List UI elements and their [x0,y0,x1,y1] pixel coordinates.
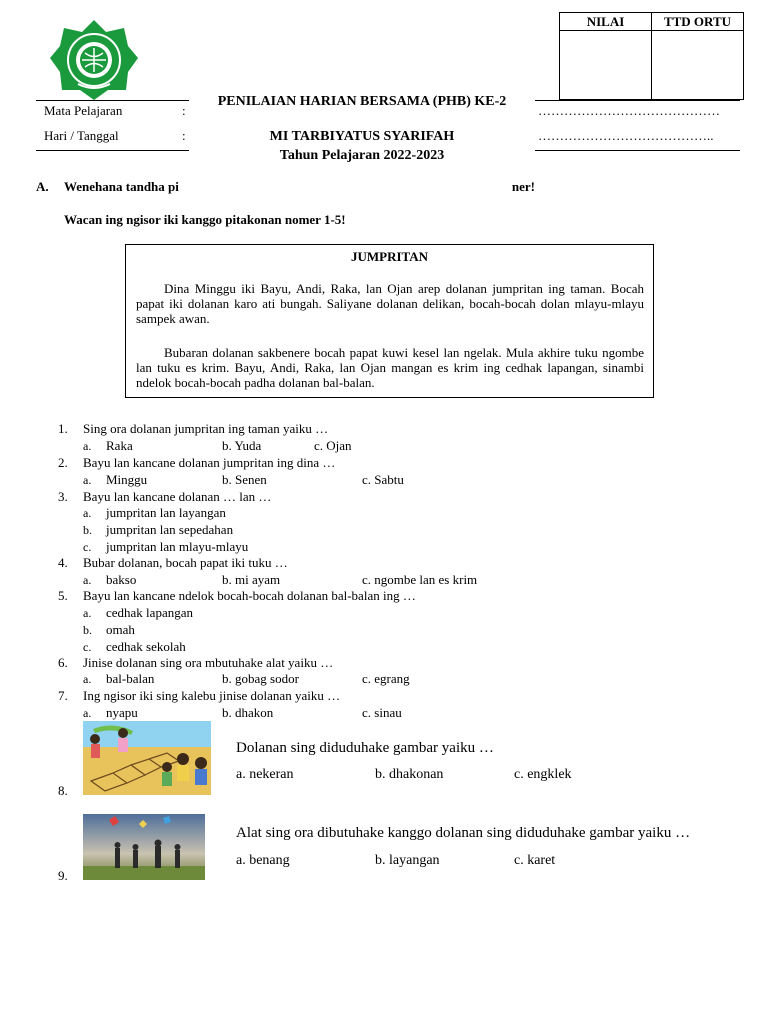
option-letter: a. [83,473,92,487]
header-line [36,100,189,101]
date-colon: : [182,128,186,143]
question-number: 6. [58,655,68,670]
exam-title: PENILAIAN HARIAN BERSAMA (PHB) KE-2 [189,92,535,110]
option-a[interactable]: bakso [106,572,137,587]
section-instruction: Wenehana tandha pi ner! [64,179,535,194]
obscured-text [179,185,512,191]
option-b[interactable]: b. dhakonan [375,767,444,782]
option-b[interactable]: jumpritan lan sepedahan [106,522,234,537]
question-number: 5. [58,588,68,603]
option-b[interactable]: omah [106,622,135,637]
passage-title: JUMPRITAN [350,249,429,264]
option-c[interactable]: c. Sabtu [362,472,404,487]
section-letter: A. [36,179,49,194]
option-a[interactable]: Minggu [106,472,148,487]
question-text: Bayu lan kancane dolanan … lan … [83,489,272,504]
header-line [36,150,189,151]
option-b[interactable]: b. Yuda [222,438,262,453]
option-a[interactable]: bal-balan [106,671,155,686]
option-b[interactable]: b. layangan [375,853,440,868]
school-name: MI TARBIYATUS SYARIFAH [269,129,455,144]
children-flying-kites-photo [83,814,205,880]
option-letter: a. [83,672,92,686]
option-b[interactable]: b. dhakon [222,705,274,720]
score-box [559,12,744,100]
option-a[interactable]: a. benang [236,853,290,868]
score-header: NILAI [560,13,651,31]
question-text: Sing ora dolanan jumpritan ing taman yaiku … [83,421,329,436]
question-number: 9. [58,868,68,883]
question-text: Ing ngisor iki sing kalebu jinise dolanan yaiku … [83,688,341,703]
question-number: 1. [58,421,68,436]
option-a[interactable]: Raka [106,438,133,453]
option-letter: a. [83,506,92,520]
option-letter: b. [83,523,92,537]
option-c[interactable]: c. egrang [362,671,410,686]
subject-label: Mata Pelajaran [44,103,123,118]
option-b[interactable]: b. Senen [222,472,267,487]
option-letter: a. [83,706,92,720]
question-number: 7. [58,688,68,703]
option-b[interactable]: b. mi ayam [222,572,281,587]
subject-value-dots: …………………………………… [538,103,720,118]
parent-signature-header: TTD ORTU [652,13,743,31]
reading-passage [125,244,654,398]
option-c[interactable]: jumpritan lan mlayu-mlayu [106,539,249,554]
question-number: 3. [58,489,68,504]
option-a[interactable]: a. nekeran [236,767,294,782]
question-number: 8. [58,783,68,798]
school-logo [48,18,140,102]
option-a[interactable]: jumpritan lan layangan [106,505,226,520]
option-c[interactable]: cedhak sekolah [106,639,186,654]
question-text: Bayu lan kancane ndelok bocah-bocah dolanan bal-balan ing … [83,588,416,603]
option-letter: a. [83,573,92,587]
academic-year: Tahun Pelajaran 2022-2023 [279,148,445,163]
option-b[interactable]: b. gobag sodor [222,671,299,686]
header-line [535,100,740,101]
question-text: Alat sing ora dibutuhake kanggo dolanan sing diduduhake gambar yaiku … [236,825,691,841]
subject-colon: : [182,103,186,118]
option-c[interactable]: c. karet [514,853,556,868]
children-playing-hopscotch-illustration [83,721,211,795]
reading-instruction: Wacan ing ngisor iki kanggo pitakonan nomer 1-5! [64,212,346,227]
option-c[interactable]: c. engklek [514,767,572,782]
passage-paragraph-1: Dina Minggu iki Bayu, Andi, Raka, lan Ojan arep dolanan jumpritan ing taman. Bocah papat iki dolanan karo ati bungah. Saliyane dolanan delikan, bocah-bocah dolan mlayu-mlayu sampek awan. [136,281,644,326]
school-logo-icon [48,18,140,102]
passage-paragraph-2: Bubaran dolanan sakbenere bocah papat kuwi kesel lan ngelak. Mula akhire tuku ngombe lan tuku es krim. Bayu, Andi, Raka, lan Ojan mangan es krim ing cedhak lapangan, sinambi ndelok bocah-bocah padha dolanan bal-balan. [136,345,644,390]
header-line [535,150,740,151]
option-c[interactable]: c. sinau [362,705,402,720]
option-a[interactable]: nyapu [106,705,138,720]
hopscotch-image [83,721,211,795]
date-value-dots: ………………………………….. [538,128,714,143]
kite-image [83,814,205,880]
date-label: Hari / Tanggal [44,128,119,143]
option-a[interactable]: cedhak lapangan [106,605,193,620]
question-number: 4. [58,555,68,570]
option-letter: a. [83,439,92,453]
option-letter: a. [83,606,92,620]
question-text: Jinise dolanan sing ora mbutuhake alat yaiku … [83,655,334,670]
option-letter: c. [83,640,92,654]
option-letter: b. [83,623,92,637]
option-c[interactable]: c. ngombe lan es krim [362,572,478,587]
question-number: 2. [58,455,68,470]
question-text: Bayu lan kancane dolanan jumpritan ing dina … [83,455,336,470]
question-text: Dolanan sing diduduhake gambar yaiku … [236,740,494,756]
question-text: Bubar dolanan, bocah papat iki tuku … [83,555,288,570]
option-c[interactable]: c. Ojan [314,438,352,453]
option-letter: c. [83,540,92,554]
